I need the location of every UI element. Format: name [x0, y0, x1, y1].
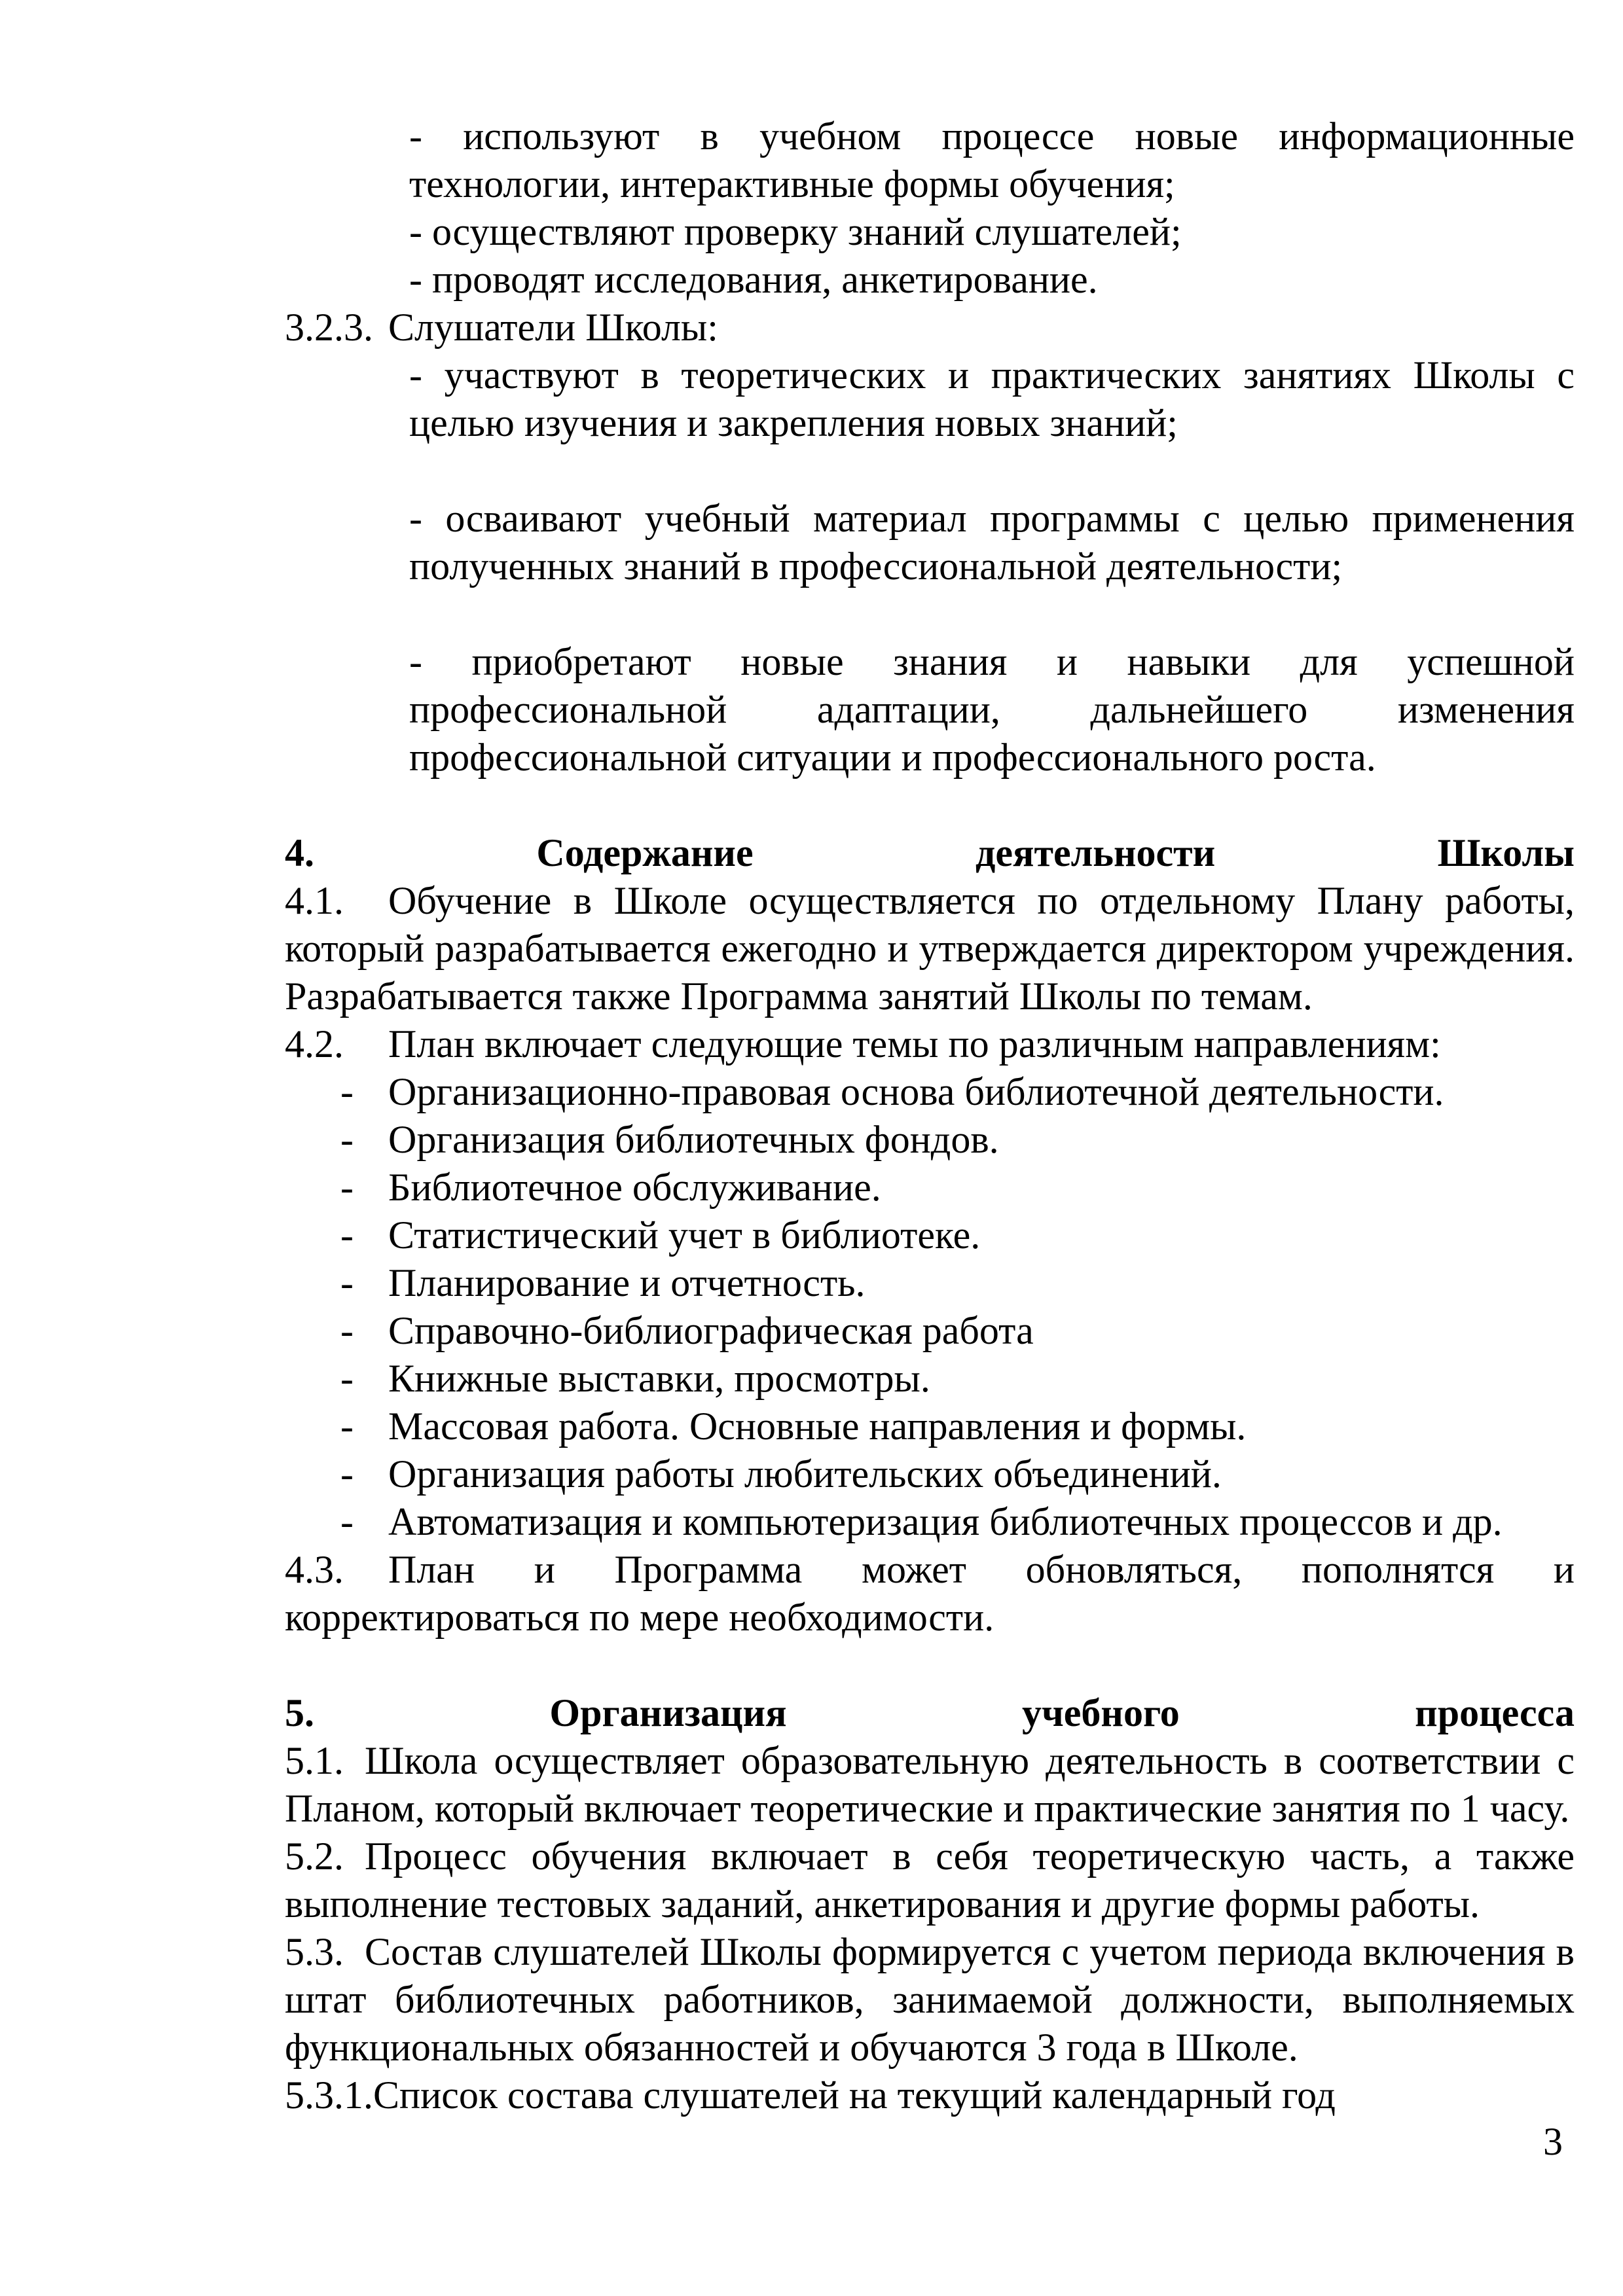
document-body — [285, 113, 1575, 2119]
blank-line — [285, 781, 1575, 829]
paragraph-text: Обучение в Школе осуществляется по отдельному Плану работы, который разрабатывается ежегодно и утверждается директором учреждения. Разрабатывается также Программа занятий Школы по темам. — [285, 879, 1575, 1018]
topic-list-item — [285, 1259, 1575, 1307]
paragraph-number: 4.3. — [285, 1548, 344, 1591]
paragraph-4-2 — [285, 1020, 1575, 1068]
topic-list-item — [285, 1211, 1575, 1259]
list-dash-marker: - — [340, 1261, 354, 1304]
topic-text: Автоматизация и компьютеризация библиотечных процессов и др. — [388, 1500, 1503, 1543]
paragraph-5-2 — [285, 1833, 1575, 1928]
blank-line — [285, 1641, 1575, 1689]
paragraph-3-2-3 — [285, 304, 1575, 351]
list-dash-marker: - — [340, 1357, 354, 1400]
topic-list-item — [285, 1307, 1575, 1355]
bullet-paragraph-listeners-1: - участвуют в теоретических и практических занятиях Школы с целью изучения и закрепления новых знаний; — [409, 353, 1575, 444]
topic-list-item — [285, 1068, 1575, 1116]
topic-text: Планирование и отчетность. — [388, 1261, 866, 1304]
topic-text: Библиотечное обслуживание. — [388, 1166, 881, 1209]
topic-text: Массовая работа. Основные направления и формы. — [388, 1405, 1247, 1448]
page-number: 3 — [1543, 2120, 1563, 2163]
section-5-heading: 5. Организация учебного процесса — [285, 1691, 1575, 1734]
blank-line — [285, 447, 1575, 495]
topic-list-item — [285, 1355, 1575, 1403]
blank-line — [285, 590, 1575, 638]
paragraph-number: 3.2.3. — [285, 306, 373, 349]
topic-list-item — [285, 1450, 1575, 1498]
topic-text: Организация библиотечных фондов. — [388, 1118, 999, 1161]
list-dash-marker: - — [340, 1166, 354, 1209]
paragraph-number: 5.1. — [285, 1739, 344, 1782]
bullet-paragraph-teachers-2: - осуществляют проверку знаний слушателей; — [409, 210, 1182, 253]
paragraph-4-3 — [285, 1546, 1575, 1641]
paragraph-5-3-1 — [285, 2072, 1575, 2119]
paragraph-5-1 — [285, 1737, 1575, 1833]
paragraph-number: 5.2. — [285, 1835, 344, 1878]
bullet-paragraph-teachers-1: - используют в учебном процессе новые информационные технологии, интерактивные формы обучения; — [409, 115, 1575, 206]
topic-text: Организационно-правовая основа библиотечной деятельности. — [388, 1070, 1444, 1113]
paragraph-text: Состав слушателей Школы формируется с учетом периода включения в штат библиотечных работников, занимаемой должности, выполняемых функциональных обязанностей и обучаются 3 года в Школе. — [285, 1930, 1575, 2069]
list-dash-marker: - — [340, 1213, 354, 1257]
paragraph-text: Школа осуществляет образовательную деятельность в соответствии с Планом, который включает теоретические и практические занятия по 1 часу. — [285, 1739, 1575, 1830]
paragraph-text: Процесс обучения включает в себя теоретическую часть, а также выполнение тестовых заданий, анкетирования и другие формы работы. — [285, 1835, 1575, 1926]
paragraph-text: План и Программа может обновляться, пополнятся и корректироваться по мере необходимости. — [285, 1548, 1575, 1639]
bullet-paragraph-teachers-3: - проводят исследования, анкетирование. — [409, 258, 1098, 301]
topic-text: Книжные выставки, просмотры. — [388, 1357, 930, 1400]
topic-text: Организация работы любительских объединений. — [388, 1452, 1222, 1496]
topic-list-item — [285, 1403, 1575, 1450]
list-dash-marker: - — [340, 1452, 354, 1496]
paragraph-4-1 — [285, 877, 1575, 1020]
paragraph-number: 5.3.1. — [285, 2073, 373, 2117]
topic-text: Статистический учет в библиотеке. — [388, 1213, 981, 1257]
bullet-paragraph-listeners-2: - осваивают учебный материал программы с целью применения полученных знаний в профессиональной деятельности; — [409, 497, 1575, 588]
bullet-paragraph-listeners-3: - приобретают новые знания и навыки для успешной профессиональной адаптации, дальнейшего изменения профессиональной ситуации и профессионального роста. — [409, 640, 1575, 779]
paragraph-number: 4.2. — [285, 1022, 344, 1066]
list-dash-marker: - — [340, 1309, 354, 1352]
paragraph-5-3 — [285, 1928, 1575, 2072]
paragraph-text: Список состава слушателей на текущий календарный год — [373, 2073, 1336, 2117]
paragraph-number: 4.1. — [285, 879, 344, 922]
paragraph-text: План включает следующие темы по различным направлениям: — [388, 1022, 1441, 1066]
list-dash-marker: - — [340, 1118, 354, 1161]
section-4-heading: 4. Содержание деятельности Школы — [285, 831, 1575, 874]
list-dash-marker: - — [340, 1405, 354, 1448]
paragraph-number: 5.3. — [285, 1930, 344, 1973]
topic-list-item — [285, 1164, 1575, 1211]
topic-list-item — [285, 1498, 1575, 1546]
list-dash-marker: - — [340, 1070, 354, 1113]
topic-list-item — [285, 1116, 1575, 1164]
list-dash-marker: - — [340, 1500, 354, 1543]
topic-text: Справочно-библиографическая работа — [388, 1309, 1034, 1352]
paragraph-text: Слушатели Школы: — [388, 306, 718, 349]
